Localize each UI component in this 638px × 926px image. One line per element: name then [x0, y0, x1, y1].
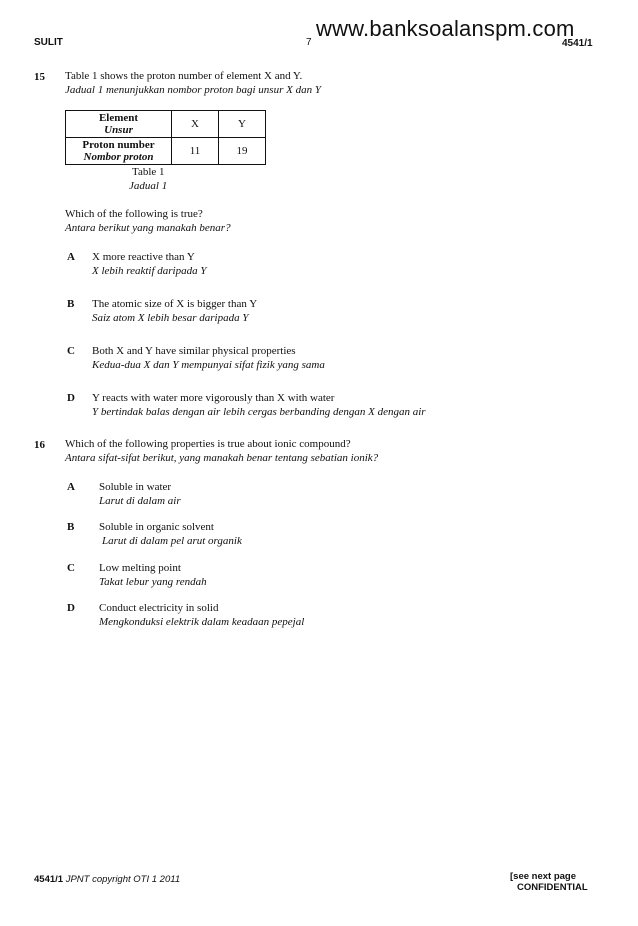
- q15-stem-en: Table 1 shows the proton number of element X and Y.: [65, 70, 303, 82]
- option-text-ms: Larut di dalam air: [99, 495, 181, 507]
- footer-copyright: [34, 874, 180, 885]
- option-letter: B: [67, 298, 75, 310]
- option-text-ms: Takat lebur yang rendah: [99, 576, 207, 588]
- option-text-en: Soluble in organic solvent: [99, 521, 214, 533]
- page-number: 7: [306, 37, 312, 48]
- header-paper-code: 4541/1: [562, 38, 593, 49]
- q15-question-ms: Antara berikut yang manakah benar?: [65, 222, 231, 234]
- option-text-ms: Saiz atom X lebih besar daripada Y: [92, 312, 249, 324]
- option-text-en: Soluble in water: [99, 481, 172, 493]
- footer-next-page: [see next page: [510, 871, 576, 882]
- table-head-element-en: Element: [98, 112, 139, 124]
- option-letter: C: [67, 345, 75, 357]
- table-head-element: [66, 111, 172, 138]
- table-col-x: X: [172, 111, 219, 138]
- question-15-number: 15: [34, 71, 45, 83]
- option-text-ms: Kedua-dua X dan Y mempunyai sifat fizik yang sama: [92, 359, 325, 371]
- proton-number-table: [65, 110, 266, 165]
- table-head-element-ms: Unsur: [104, 124, 133, 136]
- footer-paper-code: 4541/1: [34, 874, 64, 885]
- q16-question-ms: Antara sifat-sifat berikut, yang manakah benar tentang sebatian ionik?: [65, 452, 379, 464]
- option-text-en: Low melting point: [99, 562, 181, 574]
- table-value-y: 19: [219, 138, 266, 165]
- header-sulit: SULIT: [34, 37, 63, 48]
- option-letter: C: [67, 562, 75, 574]
- table-row-proton-number: [66, 138, 172, 165]
- option-letter: A: [67, 481, 75, 493]
- footer-confidential: CONFIDENTIAL: [517, 882, 588, 893]
- option-letter: A: [67, 251, 75, 263]
- q15-question-en: Which of the following is true?: [65, 208, 203, 220]
- option-letter: D: [67, 602, 75, 614]
- q15-stem-ms: Jadual 1 menunjukkan nombor proton bagi unsur X dan Y: [65, 84, 321, 96]
- table-caption-en: Table 1: [132, 166, 165, 178]
- option-text-ms: Y bertindak balas dengan air lebih cergas berbanding dengan X dengan air: [92, 406, 426, 418]
- footer-copyright-text: JPNT copyright OTI 1 2011: [65, 874, 181, 885]
- option-text-ms: Mengkonduksi elektrik dalam keadaan pepejal: [99, 616, 305, 628]
- table-row-proton-ms: Nombor proton: [83, 151, 154, 163]
- table-value-x: 11: [172, 138, 219, 165]
- table-col-y: Y: [219, 111, 266, 138]
- option-text-ms: X lebih reaktif daripada Y: [92, 265, 207, 277]
- option-text-en: X more reactive than Y: [92, 251, 195, 263]
- option-letter: B: [67, 521, 75, 533]
- option-text-en: Both X and Y have similar physical properties: [92, 345, 296, 357]
- table-row-proton-en: Proton number: [82, 139, 155, 151]
- question-16-number: 16: [34, 439, 45, 451]
- option-text-en: Conduct electricity in solid: [99, 602, 219, 614]
- option-text-ms: Larut di dalam pel arut organik: [102, 535, 242, 547]
- option-text-en: The atomic size of X is bigger than Y: [92, 298, 258, 310]
- option-letter: D: [67, 392, 75, 404]
- watermark-url: www.banksoalanspm.com: [316, 16, 575, 41]
- q16-question-en: Which of the following properties is true about ionic compound?: [65, 438, 351, 450]
- option-text-en: Y reacts with water more vigorously than X with water: [92, 392, 335, 404]
- table-caption-ms: Jadual 1: [129, 180, 168, 192]
